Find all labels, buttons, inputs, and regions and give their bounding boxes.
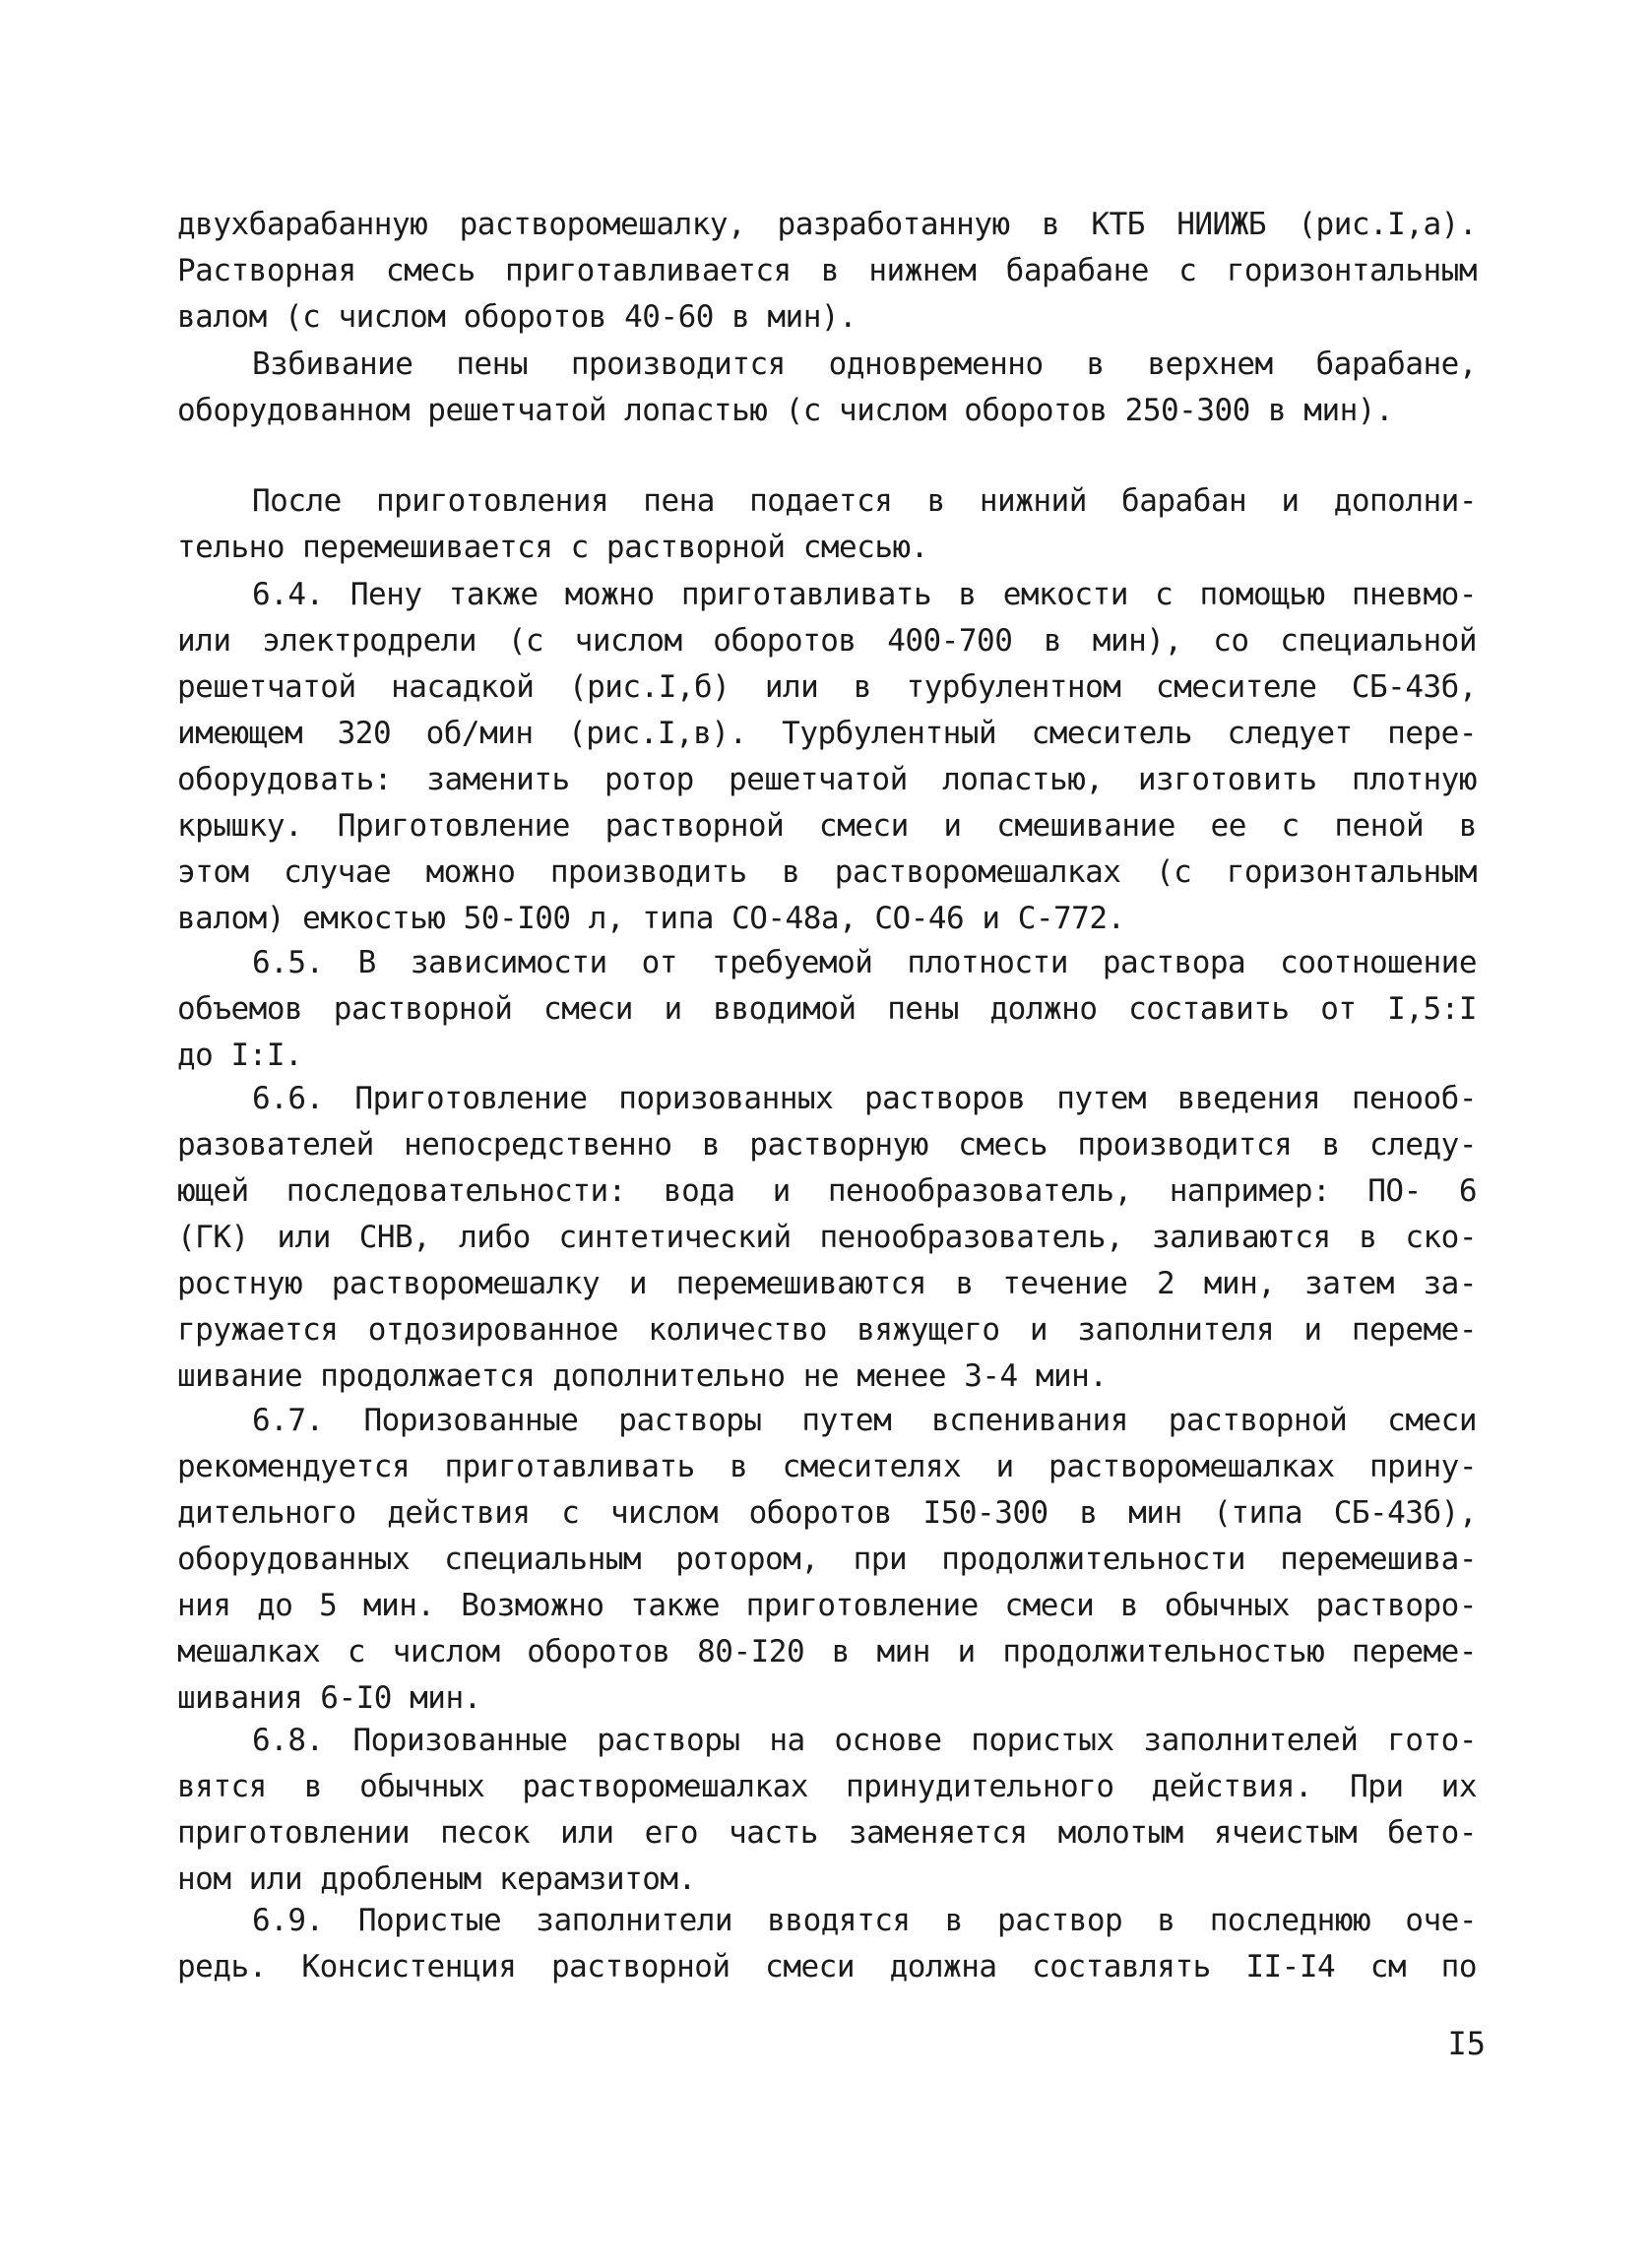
text-line: шивание продолжается дополнительно не менее 3-4 мин. xyxy=(177,1358,1108,1394)
text-line: (ГК) или СНВ, либо синтетический пенообразователь, заливаются в ско- xyxy=(177,1220,1477,1255)
text-line: разователей непосредственно в растворную смесь производится в следу- xyxy=(177,1127,1477,1163)
paragraph-2 xyxy=(177,342,1477,434)
text-line: оборудовать: заменить ротор решетчатой лопастью, изготовить плотную xyxy=(177,762,1477,797)
text-line: мешалках с числом оборотов 80-I20 в мин и продолжительностью переме- xyxy=(177,1634,1477,1670)
text-line: рекомендуется приготавливать в смесителях и растворомешалках прину- xyxy=(177,1449,1477,1484)
text-line: оборудованном решетчатой лопастью (с числом оборотов 250-300 в мин). xyxy=(177,393,1394,428)
text-line: 6.9. Пористые заполнители вводятся в раствор в последнюю оче- xyxy=(252,1903,1477,1938)
paragraph-3 xyxy=(177,478,1477,571)
text-line: до I:I. xyxy=(177,1038,303,1073)
text-line: или электродрели (с числом оборотов 400-700 в мин), со специальной xyxy=(177,623,1477,659)
text-line: 6.6. Приготовление поризованных растворов путем введения пенооб- xyxy=(252,1081,1477,1116)
paragraph-1 xyxy=(177,202,1477,341)
text-line: гружается отдозированное количество вяжущего и заполнителя и переме- xyxy=(177,1312,1477,1348)
text-line: этом случае можно производить в растворомешалках (с горизонтальным xyxy=(177,854,1477,890)
text-line: объемов растворной смеси и вводимой пены должно составить от I,5:I xyxy=(177,991,1477,1027)
paragraph-6-6 xyxy=(177,1076,1477,1400)
text-line: валом) емкостью 50-I00 л, типа СО-48а, СО-46 и С-772. xyxy=(177,901,1125,936)
paragraph-6-4 xyxy=(177,572,1477,942)
text-line: 6.4. Пену также можно приготавливать в емкости с помощью пневмо- xyxy=(252,577,1477,612)
text-line: приготовлении песок или его часть заменяется молотым ячеистым бето- xyxy=(177,1815,1477,1851)
text-line: оборудованных специальным ротором, при продолжительности перемешива- xyxy=(177,1542,1477,1577)
paragraph-6-7 xyxy=(177,1398,1477,1722)
text-line: ющей последовательности: вода и пенообразователь, например: ПО- 6 xyxy=(177,1173,1477,1209)
text-line: ния до 5 мин. Возможно также приготовление смеси в обычных растворо- xyxy=(177,1588,1477,1623)
text-line: редь. Консистенция растворной смеси должна составлять II-I4 см по xyxy=(177,1949,1477,1984)
text-line: После приготовления пена подается в нижний барабан и дополни- xyxy=(252,483,1477,519)
paragraph-6-5 xyxy=(177,940,1477,1079)
text-line: тельно перемешивается с растворной смесью. xyxy=(177,530,928,565)
text-line: дительного действия с числом оборотов I50-300 в мин (типа СБ-43б), xyxy=(177,1495,1477,1531)
text-line: Растворная смесь приготавливается в нижнем барабане с горизонтальным xyxy=(177,253,1477,288)
text-line: шивания 6-I0 мин. xyxy=(177,1680,481,1716)
text-line: имеющем 320 об/мин (рис.I,в). Турбулентный смеситель следует пере- xyxy=(177,716,1477,751)
paragraph-6-9 xyxy=(177,1898,1477,1990)
text-line: 6.5. В зависимости от требуемой плотности раствора соотношение xyxy=(252,945,1477,980)
text-line: ростную растворомешалку и перемешиваются в течение 2 мин, затем за- xyxy=(177,1266,1477,1301)
paragraph-6-8 xyxy=(177,1718,1477,1903)
page-number: I5 xyxy=(1447,2025,1486,2062)
text-line: 6.8. Поризованные растворы на основе пористых заполнителей гото- xyxy=(252,1723,1477,1758)
text-line: Взбивание пены производится одновременно в верхнем барабане, xyxy=(252,346,1477,382)
text-line: крышку. Приготовление растворной смеси и смешивание ее с пеной в xyxy=(177,808,1477,844)
text-line: 6.7. Поризованные растворы путем вспенивания растворной смеси xyxy=(252,1403,1477,1438)
text-line: ном или дробленым керамзитом. xyxy=(177,1861,696,1897)
text-line: вятся в обычных растворомешалках принудительного действия. При их xyxy=(177,1769,1477,1804)
text-line: валом (с числом оборотов 40-60 в мин). xyxy=(177,299,857,335)
text-line: решетчатой насадкой (рис.I,б) или в турбулентном смесителе СБ-43б, xyxy=(177,669,1477,705)
text-line: двухбарабанную растворомешалку, разработанную в КТБ НИИЖБ (рис.I,а). xyxy=(177,207,1477,242)
